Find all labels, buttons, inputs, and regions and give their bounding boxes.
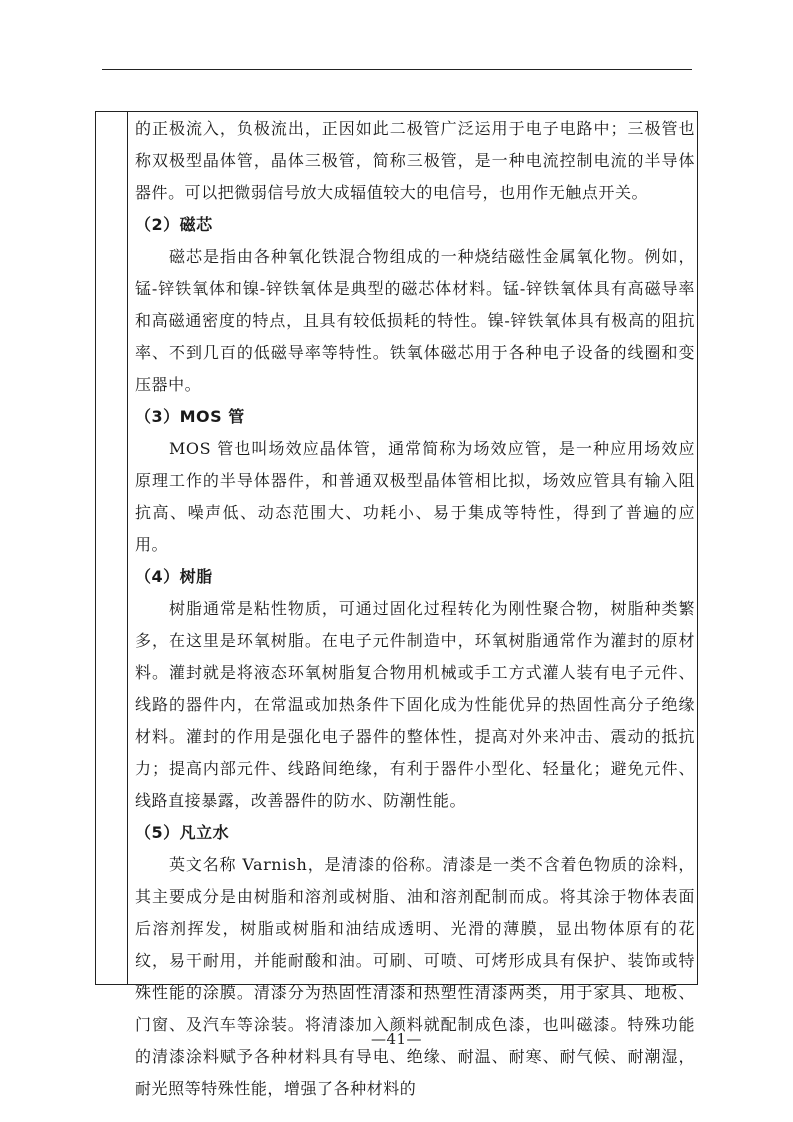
section-body-resin: 树脂通常是粘性物质，可通过固化过程转化为刚性聚合物，树脂种类繁多，在这里是环氧树脂。在电子元件制造中，环氧树脂通常作为灌封的原材料。灌封就是将液态环氧树脂复合物用机械或手工方式灌人装有电子元件、线路的器件内，在常温或加热条件下固化成为性能优异的热固性高分子绝缘材料。灌封的作用是强化电子器件的整体性，提高对外来冲击、震动的抵抗力；提高内部元件、线路间绝缘，有利于器件小型化、轻量化；避免元件、线路直接暴露，改善器件的防水、防潮性能。 [135, 599, 695, 810]
page-number: —41— [370, 1030, 423, 1048]
section-body-varnish: 英文名称 Varnish，是清漆的俗称。清漆是一类不含着色物质的涂料，其主要成分是由树脂和溶剂或树脂、油和溶剂配制而成。将其涂于物体表面后溶剂挥发，树脂或树脂和油结成透明、光滑的薄膜，显出物体原有的花纹，易干耐用，并能耐酸和油。可刷、可喷、可烤形成具有保护、装饰或特殊性能的涂膜。清漆分为热固性清漆和热塑性清漆两类，用于家具、地板、门窗、及汽车等涂装。将清漆加入颜料就配制成色漆，也叫磁漆。特殊功能的清漆涂料赋予各种材料具有导电、绝缘、耐温、耐寒、耐气候、耐潮湿，耐光照等特殊性能，增强了各种材料的 [135, 855, 695, 1098]
section-heading-resin: （4）树脂 [135, 567, 213, 586]
table-content-cell [135, 113, 695, 1105]
section-heading-magnetic-core: （2）磁芯 [135, 215, 213, 234]
continuation-paragraph: 的正极流入，负极流出，正因如此二极管广泛运用于电子电路中；三极管也称双极型晶体管，晶体三极管，简称三极管，是一种电流控制电流的半导体器件。可以把微弱信号放大成辐值较大的电信号，也用作无触点开关。 [135, 119, 695, 202]
section-heading-mos: （3）MOS 管 [135, 407, 245, 426]
header-rule [102, 69, 692, 70]
section-body-mos: MOS 管也叫场效应晶体管，通常简称为场效应管，是一种应用场效应原理工作的半导体器件，和普通双极型晶体管相比拟，场效应管具有输入阻抗高、噪声低、动态范围大、功耗小、易于集成等特性，得到了普遍的应用。 [135, 439, 695, 554]
table-column-divider [127, 111, 128, 985]
section-heading-varnish: （5）凡立水 [135, 823, 230, 842]
section-body-magnetic-core: 磁芯是指由各种氧化铁混合物组成的一种烧结磁性金属氧化物。例如，锰-锌铁氧体和镍-锌铁氧体是典型的磁芯体材料。锰-锌铁氧体具有高磁导率和高磁通密度的特点，且具有较低损耗的特性。镍-锌铁氧体具有极高的阻抗率、不到几百的低磁导率等特性。铁氧体磁芯用于各种电子设备的线圈和变压器中。 [135, 247, 695, 394]
